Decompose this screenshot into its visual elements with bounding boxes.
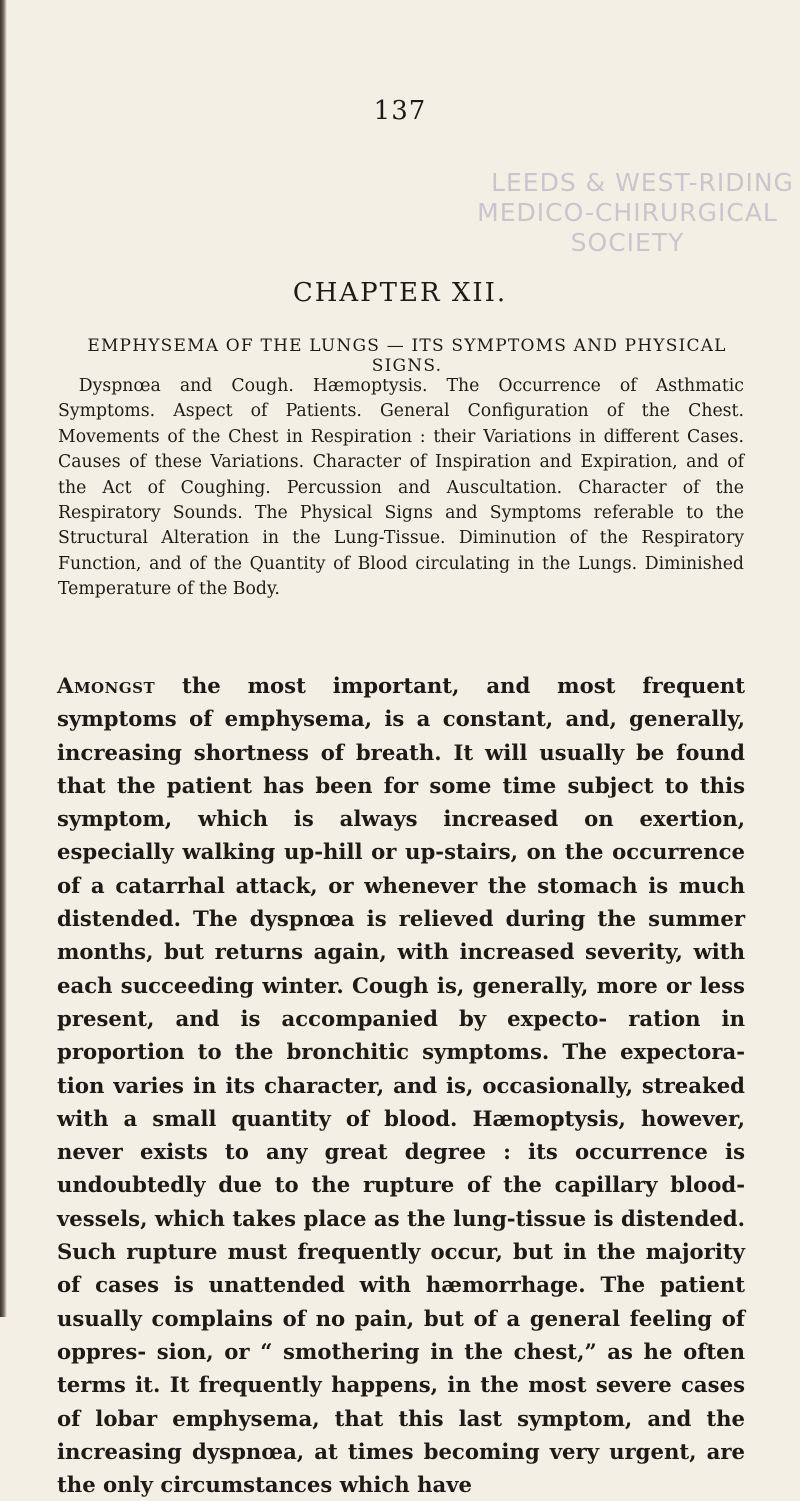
chapter-subtitle: EMPHYSEMA OF THE LUNGS — ITS SYMPTOMS AND PHYSICAL SIGNS.: [87, 336, 727, 376]
chapter-title: CHAPTER XII.: [292, 278, 508, 308]
page-number: 137: [373, 96, 427, 126]
library-stamp-line1: LEEDS & WEST-RIDING: [491, 168, 794, 197]
body-paragraph: [57, 669, 745, 1501]
body-text: the most important, and most frequent symptoms of emphysema, is a constant, and, generally, increasing shortness of breath. It will usually be found that the patient has been for some time subject to this symptom, which is always increased on exertion, especially walking up-hill or up-stairs, on the occurrence of a catarrhal attack, or whenever the stomach is much distended. The dyspnœa is relieved during the summer months, but returns again, with increased severity, with each succeeding winter. Cough is, generally, more or less present, and is accompanied by expecto- ration in proportion to the bronchitic symptoms. The expectora- tion varies in its character, and is, occasionally, streaked with a small quantity of blood. Hæmoptysis, however, never exists to any great degree : its occurrence is undoubtedly due to the rupture of the capillary blood-vessels, which takes place as the lung-tissue is distended. Such rupture must frequently occur, but in the majority of cases is unattended with hæmorrhage. The patient usually complains of no pain, but of a general feeling of oppres- sion, or “ smothering in the chest,” as he often terms it. It frequently happens, in the most severe cases of lobar emphysema, that this last symptom, and the increasing dyspnœa, at times becoming very urgent, are the only circumstances which have: [57, 673, 745, 1498]
body-lead-word: Amongst: [57, 673, 156, 698]
page-edge-shadow: [0, 0, 7, 1317]
library-stamp-line2: MEDICO-CHIRURGICAL SOCIETY: [477, 198, 778, 257]
chapter-summary: Dyspnœa and Cough. Hæmoptysis. The Occurrence of Asthmatic Symptoms. Aspect of Patients. General Configuration of the Chest. Movements of the Chest in Respiration : their Variations in different Cases. Causes of these Variations. Character of Inspiration and Expiration, and of the Act of Coughing. Percussion and Auscultation. Character of the Respiratory Sounds. The Physical Signs and Symptoms referable to the Structural Alteration in the Lung-Tissue. Diminution of the Respiratory Function, and of the Quantity of Blood circulating in the Lungs. Diminished Temperature of the Body.: [58, 376, 744, 600]
library-stamp: [455, 168, 800, 258]
